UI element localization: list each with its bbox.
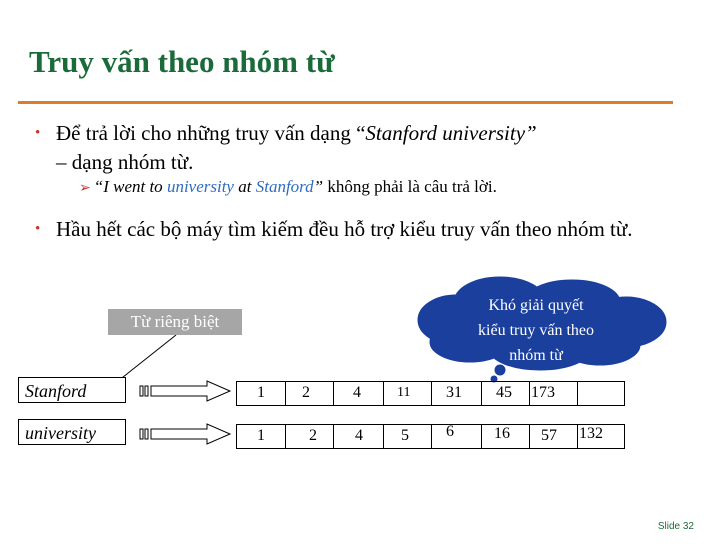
quote-stanford: Stanford xyxy=(255,177,314,196)
sub-bullet-rest: không phải là câu trả lời. xyxy=(323,177,497,196)
posting-value: 31 xyxy=(446,384,462,401)
term-university: university xyxy=(18,419,126,445)
quote-part-1: “I went to xyxy=(93,177,167,196)
quote-part-2: at xyxy=(233,177,256,196)
quote-close: ” xyxy=(313,177,324,196)
posting-cell xyxy=(577,425,624,448)
posting-value: 6 xyxy=(446,423,454,440)
posting-value: 173 xyxy=(531,384,555,401)
posting-cell xyxy=(529,382,578,405)
posting-cell xyxy=(577,382,624,405)
distinct-words-callout: Từ riêng biệt xyxy=(108,309,242,335)
posting-arrow-1 xyxy=(140,381,230,401)
posting-cell xyxy=(237,425,286,448)
posting-value: 2 xyxy=(309,427,317,444)
bullet-1-text-post: – dạng nhóm từ. xyxy=(56,150,194,174)
bullet-1-emphasis: Stanford university” xyxy=(365,121,537,145)
posting-cell xyxy=(333,425,384,448)
posting-cell xyxy=(481,382,530,405)
posting-value: 16 xyxy=(494,425,510,442)
posting-cell xyxy=(285,382,334,405)
cloud-line-1: Khó giải quyết xyxy=(488,297,584,314)
quote-university: university xyxy=(166,177,234,196)
slide-number: Slide 32 xyxy=(657,521,694,532)
posting-value: 1 xyxy=(257,427,265,444)
bullet-dot: • xyxy=(35,125,41,141)
posting-value: 57 xyxy=(541,427,557,444)
posting-cell xyxy=(237,382,286,405)
cloud-line-3: nhóm từ xyxy=(509,347,563,364)
posting-arrow-2 xyxy=(140,424,230,444)
posting-cell xyxy=(431,382,482,405)
posting-cell xyxy=(481,425,530,448)
arrow-bullet-icon: ➢ xyxy=(79,181,91,196)
bullet-2-text: Hầu hết các bộ máy tìm kiếm đều hỗ trợ kiểu truy vấn theo nhóm từ. xyxy=(56,217,633,241)
cloud-line-2: kiểu truy vấn theo xyxy=(478,322,594,339)
bullet-1-text-pre: Để trả lời cho những truy vấn dạng “ xyxy=(56,121,366,145)
posting-value: 5 xyxy=(401,427,409,444)
posting-value: 132 xyxy=(579,425,603,442)
term-stanford: Stanford xyxy=(18,377,126,403)
posting-value: 2 xyxy=(302,384,310,401)
posting-cell xyxy=(431,425,482,448)
posting-value: 11 xyxy=(397,385,411,400)
posting-value: 4 xyxy=(355,427,363,444)
posting-cell xyxy=(383,425,432,448)
cloud-callout-text xyxy=(446,293,626,368)
posting-value: 4 xyxy=(353,384,361,401)
posting-value: 1 xyxy=(257,384,265,401)
posting-value: 45 xyxy=(496,384,512,401)
posting-cell xyxy=(383,382,432,405)
posting-cell xyxy=(529,425,578,448)
posting-list-university xyxy=(236,424,625,449)
posting-cell xyxy=(285,425,334,448)
bullet-dot: • xyxy=(35,221,41,237)
posting-cell xyxy=(333,382,384,405)
posting-list-stanford xyxy=(236,381,625,406)
slide-title: Truy vấn theo nhóm từ xyxy=(29,44,335,79)
